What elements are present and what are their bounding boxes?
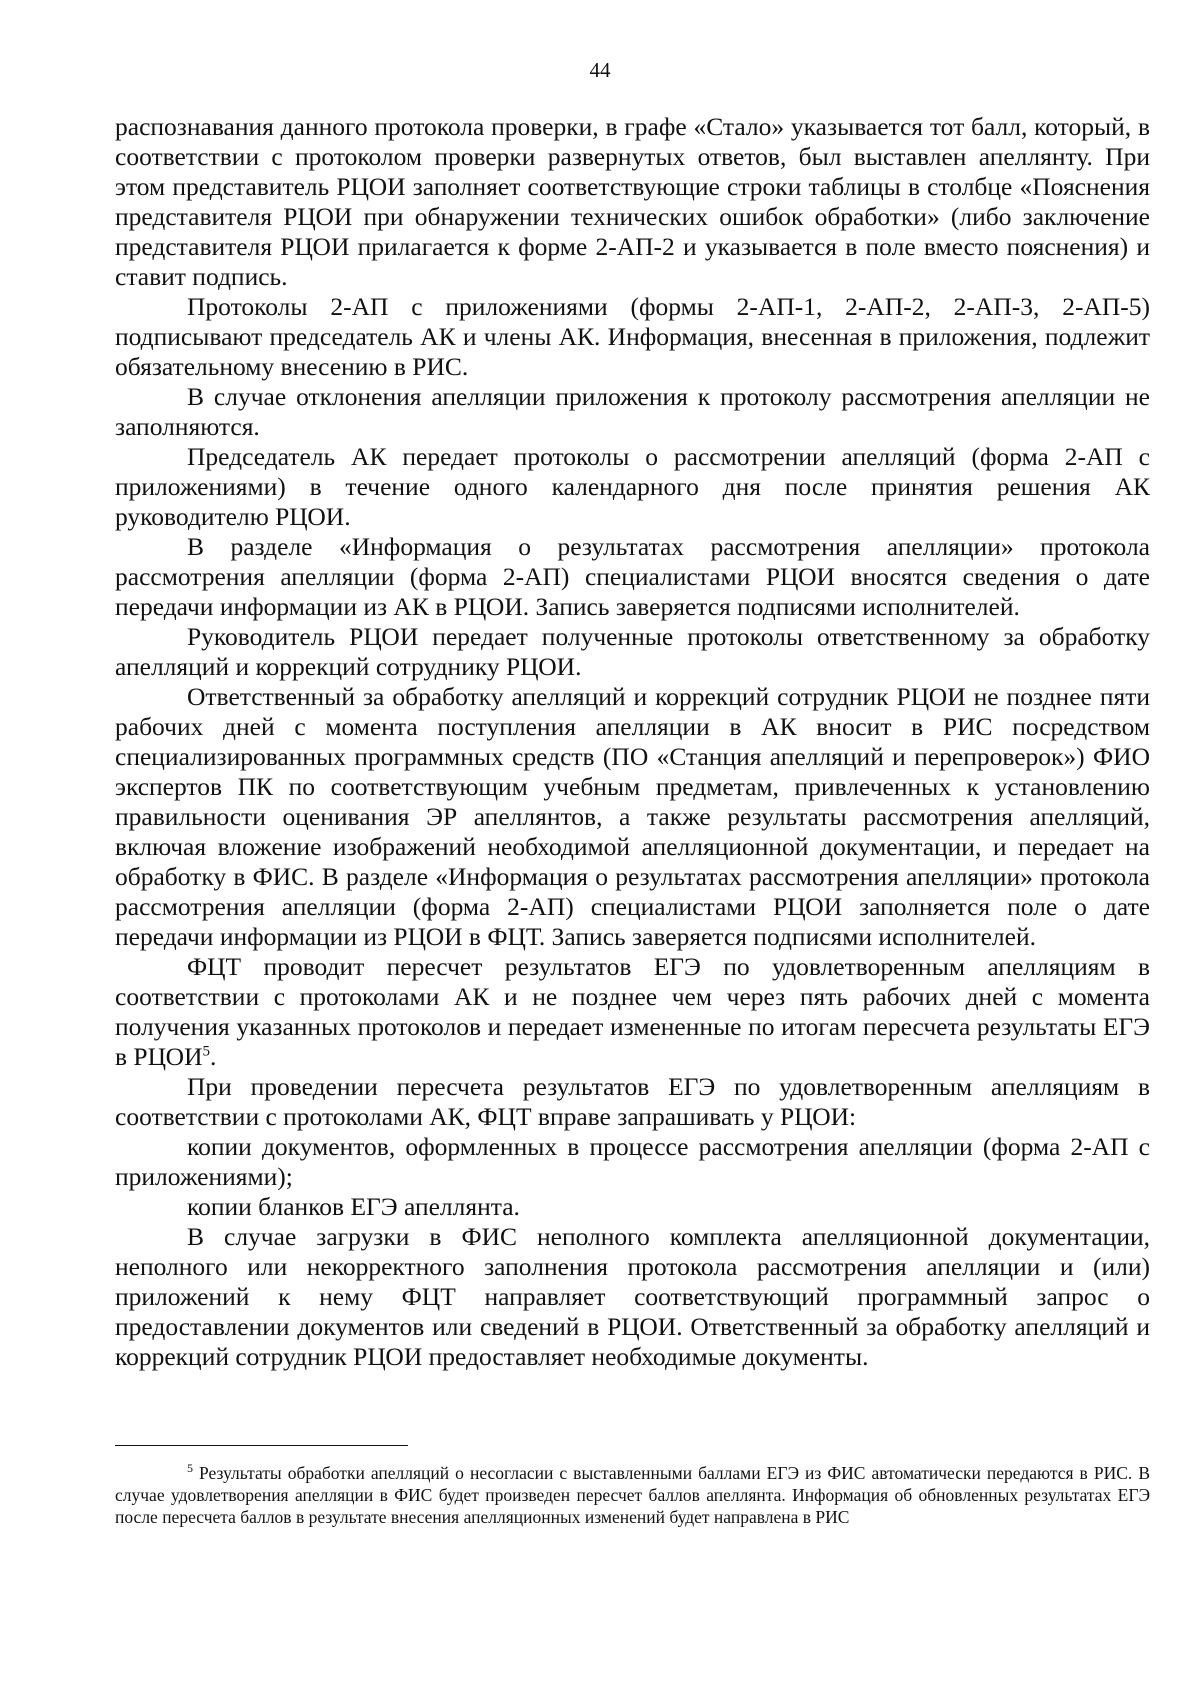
paragraph-results-section: В разделе «Информация о результатах рассмотрения апелляции» протокола рассмотрения апелляции (форма 2-АП) специалистами РЦОИ вносятся сведения о дате передачи информации из АК в РЦОИ. Запись заверяется подписями исполнителей. bbox=[115, 532, 1150, 621]
paragraph-incomplete-upload: В случае загрузки в ФИС неполного комплекта апелляционной документации, неполного или некорректного заполнения протокола рассмотрения апелляции и (или) приложений к нему ФЦТ направляет соответствующий программный запрос о предоставлении документов или сведений в РЦОИ. Ответственный за обработку апелляций и коррекций сотрудник РЦОИ предоставляет необходимые документы. bbox=[115, 1222, 1150, 1371]
paragraph-fct-recalculation bbox=[115, 952, 1150, 1072]
paragraph-head-transfer: Руководитель РЦОИ передает полученные протоколы ответственному за обработку апелляций и коррекций сотруднику РЦОИ. bbox=[115, 622, 1150, 681]
footnote bbox=[115, 1462, 1150, 1528]
recalculation-end: . bbox=[210, 1042, 217, 1071]
paragraph-chairman-transfer: Председатель АК передает протоколы о рассмотрении апелляций (форма 2-АП с приложениями) в течение одного календарного дня после принятия решения АК руководителю РЦОИ. bbox=[115, 442, 1150, 531]
paragraph-responsible-employee: Ответственный за обработку апелляций и коррекций сотрудник РЦОИ не позднее пяти рабочих дней с момента поступления апелляции в АК вносит в РИС посредством специализированных программных средств (ПО «Станция апелляций и перепроверок») ФИО экспертов ПК по соответствующим учебным предметам, привлеченных к установлению правильности оценивания ЭР апеллянтов, а также результаты рассмотрения апелляций, включая вложение изображений необходимой апелляционной документации, и передает на обработку в ФИС. В разделе «Информация о результатах рассмотрения апелляции» протокола рассмотрения апелляции (форма 2-АП) специалистами РЦОИ заполняется поле о дате передачи информации из РЦОИ в ФЦТ. Запись заверяется подписями исполнителей. bbox=[115, 682, 1150, 951]
list-item-form-copies: копии бланков ЕГЭ апеллянта. bbox=[187, 1192, 520, 1221]
footnote-text: Результаты обработки апелляций о несогласии с выставленными баллами ЕГЭ из ФИС автоматически передаются в РИС. В случае удовлетворения апелляции в ФИС будет произведен пересчет баллов апеллянта. Информация об обновленных результатах ЕГЭ после пересчета баллов в результате внесения апелляционных изменений будет направлена в РИС bbox=[115, 1463, 1150, 1527]
paragraph-protocols-signing: Протоколы 2-АП с приложениями (формы 2-АП-1, 2-АП-2, 2-АП-3, 2-АП-5) подписывают председатель АК и члены АК. Информация, внесенная в приложения, подлежит обязательному внесению в РИС. bbox=[115, 292, 1150, 381]
recalculation-text: ФЦТ проводит пересчет результатов ЕГЭ по удовлетворенным апелляциям в соответствии с протоколами АК и не позднее чем через пять рабочих дней с момента получения указанных протоколов и передает измененные по итогам пересчета результаты ЕГЭ в РЦОИ bbox=[115, 952, 1150, 1071]
page-number: 44 bbox=[589, 58, 611, 82]
paragraph-continuation: распознавания данного протокола проверки, в графе «Стало» указывается тот балл, который, в соответствии с протоколом проверки развернутых ответов, был выставлен апеллянту. При этом представитель РЦОИ заполняет соответствующие строки таблицы в столбце «Пояснения представителя РЦОИ при обнаружении технических ошибок обработки» (либо заключение представителя РЦОИ прилагается к форме 2-АП-2 и указывается в поле вместо пояснения) и ставит подпись. bbox=[115, 112, 1150, 291]
paragraph-fct-request: При проведении пересчета результатов ЕГЭ по удовлетворенным апелляциям в соответствии с протоколами АК, ФЦТ вправе запрашивать у РЦОИ: bbox=[115, 1072, 1150, 1131]
footnote-reference: 5 bbox=[202, 1043, 211, 1060]
paragraph-appeal-rejection: В случае отклонения апелляции приложения к протоколу рассмотрения апелляции не заполняются. bbox=[115, 382, 1150, 441]
footnote-mark: 5 bbox=[187, 1461, 193, 1476]
footnote-separator bbox=[115, 1445, 408, 1446]
list-item-document-copies: копии документов, оформленных в процессе рассмотрения апелляции (форма 2-АП с приложениями); bbox=[115, 1132, 1150, 1191]
body-text bbox=[115, 112, 1150, 1372]
